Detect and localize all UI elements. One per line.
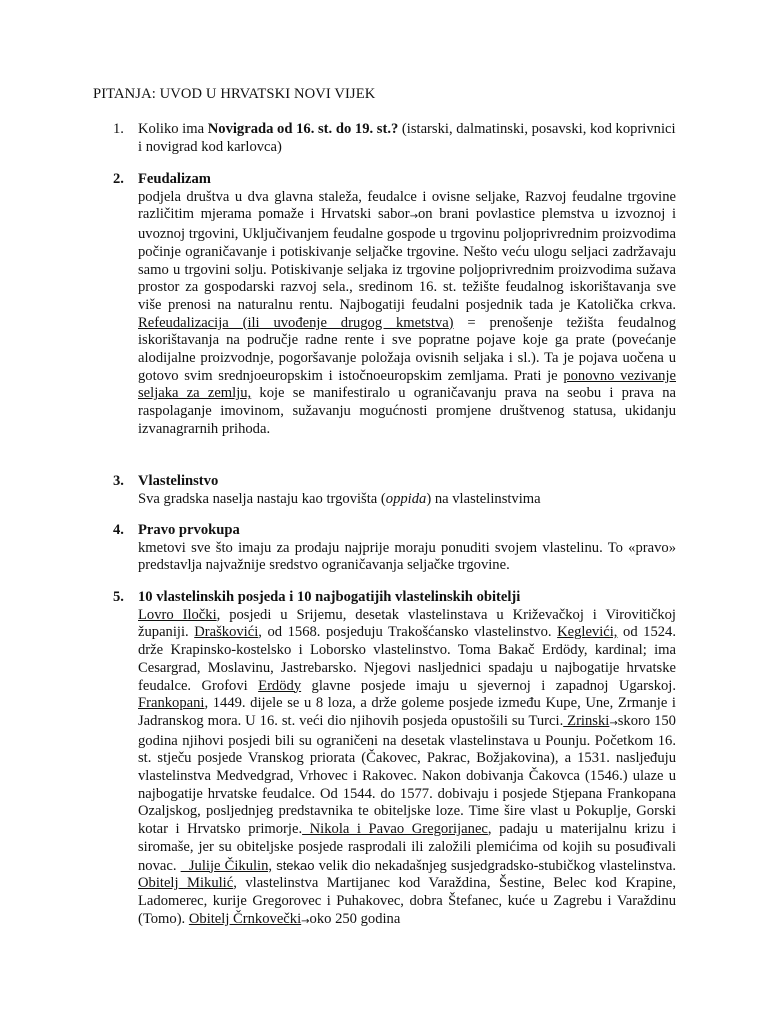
arrow-right-icon: → bbox=[409, 211, 418, 223]
question-1 bbox=[113, 121, 676, 156]
question-bold: Novigrada od 16. st. do 19. st.? bbox=[207, 121, 399, 137]
section-heading: Pravo prvokupa bbox=[138, 522, 240, 538]
section-paragraph: podjela društva u dva glavna staleža, feudalce i ovisne seljake, Razvoj feudalne trgovine različitim mjerama pomaže i Hrvatski sabor→on brani povlastice plemstva u izvoznoj i uvoznoj trgovini, Uključivanjem feudalne gospode u trgovinu poljoprivrednim proizvodima počinje ograničavanje i potiskivanje seljačke trgovine. Nešto veću ulogu seljaci zadržavaju samo u trgovini solju. Potiskivanje seljaka iz trgovine poljoprivrednim proizvodima sužava prostor za gospodarski razvoj sela., sredinom 16. st. težište feudalnog iskorištavanja sve više prenosi na naturalnu rentu. Najbogatiji feudalni posjednik tada je Katolička crkva. Refeudalizacija (ili uvođenje drugog kmetstva) = prenošenje težišta feudalnog iskorištavanja na područje radne rente i sve popratne pojave koje ga prate (povećanje alodijalne proizvodnje, pogoršavanje položaja ovisnih seljaka i sl.). Ta je pojava uočena u gotovo svim srednjoeuropskim i istočnoeuropskim zemljama. Prati je ponovno vezivanje seljaka za zemlju, koje se manifestiralo u ograničavanju prava na seobu i prava na raspolaganje imovinom, sužavanju mogućnosti promjene društvenog statusa, ukidanju izvanagrarnih prihoda. bbox=[138, 188, 677, 437]
section-paragraph: kmetovi sve što imaju za prodaju najprije moraju ponuditi svojem vlastelinu. To «pravo» predstavlja najvažnije sredstvo ograničavanja seljačke trgovine. bbox=[138, 539, 676, 574]
question-3 bbox=[113, 473, 676, 508]
arrow-right-icon: → bbox=[609, 717, 618, 729]
arrow-right-icon: → bbox=[301, 915, 310, 927]
family-erdody: Erdödy bbox=[258, 677, 302, 694]
section-paragraph: Lovro Iločki, posjedi u Srijemu, desetak vlastelinstava u Križevačkoj i Virovitičkoj županiji. Draškovići, od 1568. posjeduju Trakošćansko vlastelinstvo. Keglevići, od 1524. drže Krapinsko-kostelsko i Loborsko vlastelinstvo. Toma Bakač Erdödy, kardinal; ima Cesargrad, Moslavinu, Jastrebarsko. Njegovi nasljednici spadaju u najbogatije hrvatske feudalce. Grofovi Erdödy glavne posjede imaju u sjevernoj i zapadnoj Ugarskoj. Frankopani, 1449. dijele se u 8 loza, a drže goleme posjede između Kupe, Une, Zrmanje i Jadranskog mora. U 16. st. veći dio njihovih posjeda opustošili su Turci. Zrinski→skoro 150 godina njihovi posjedi bili su ograničeni na desetak vlastelinstava u Pounju. Početkom 16. st. stječu posjede Vranskog priorata (Čakovec, Pakrac, Božjakovina), a 1531. nasljeđuju vlastelinstva Medvedgrad, Vrhovec i Rakovec. Nakon dobivanja Čakovca (1546.) ulaze u najbogatije hrvatske feudalce. Od 1544. do 1577. dobivaju i posjede Stjepana Frankopana Ozaljskog, posljednjeg predstavnika te obiteljske loze. Time šire vlast u Pokuplje, Gorski kotar i Hrvatsko primorje. Nikola i Pavao Gregorijanec, padaju u materijalnu krizu i siromaše, jer su obiteljske posjede rasprodali ili založili plemićima od kojih su posuđivali novac. Julije Čikulin, stekao velik dio nekadašnjeg susjedgradsko-stubičkog vlastelinstva. Obitelj Mikulić, vlastelinstva Martijanec kod Varaždina, Šestine, Belec kod Krapine, Ladomerec, kurije Gregorovec i Puhakovec, dobra Štefanec, kuće u Zagrebu i Varaždinu (Tomo). Obitelj Črnkovečki→oko 250 godina bbox=[138, 606, 676, 927]
item-number: 5. bbox=[113, 589, 124, 605]
family-draskovic: Draškovići bbox=[194, 624, 259, 641]
family-gregorijanec: Nikola i Pavao Gregorijanec bbox=[302, 821, 488, 838]
family-cikulin: Julije Čikulin, bbox=[180, 857, 273, 874]
question-2 bbox=[113, 171, 676, 439]
family-crnkovecki: Obitelj Črnkovečki bbox=[188, 910, 302, 927]
section-heading: Feudalizam bbox=[138, 171, 211, 187]
item-number: 4. bbox=[113, 522, 124, 538]
section-heading: 10 vlastelinskih posjeda i 10 najbogatijih vlastelinskih obitelji bbox=[138, 589, 521, 605]
page-title: PITANJA: UVOD U HRVATSKI NOVI VIJEK bbox=[93, 86, 376, 102]
question-text: Koliko ima Novigrada od 16. st. do 19. st.? (istarski, dalmatinski, posavski, kod koprivnici i novigrad kod karlovca) bbox=[138, 121, 676, 155]
family-mikulic: Obitelj Mikulić bbox=[138, 875, 234, 892]
family-frankopan: Frankopani bbox=[138, 695, 205, 712]
section-paragraph: Sva gradska naselja nastaju kao trgovišta (oppida) na vlastelinstvima bbox=[138, 490, 541, 507]
family-keglevic: Keglevići, bbox=[557, 624, 618, 641]
family-ilocki: Lovro Iločki bbox=[138, 606, 217, 623]
family-zrinski: Zrinski bbox=[563, 712, 610, 729]
question-5 bbox=[113, 589, 676, 930]
section-heading: Vlastelinstvo bbox=[138, 473, 219, 489]
term-vezivanje: ponovno vezivanje seljaka za zemlju, bbox=[138, 367, 677, 402]
item-number: 3. bbox=[113, 473, 124, 489]
term-refeudalizacija: Refeudalizacija (ili uvođenje drugog kmetstva) bbox=[138, 314, 454, 331]
question-4 bbox=[113, 522, 676, 575]
item-number: 1. bbox=[113, 121, 124, 137]
item-number: 2. bbox=[113, 171, 124, 187]
